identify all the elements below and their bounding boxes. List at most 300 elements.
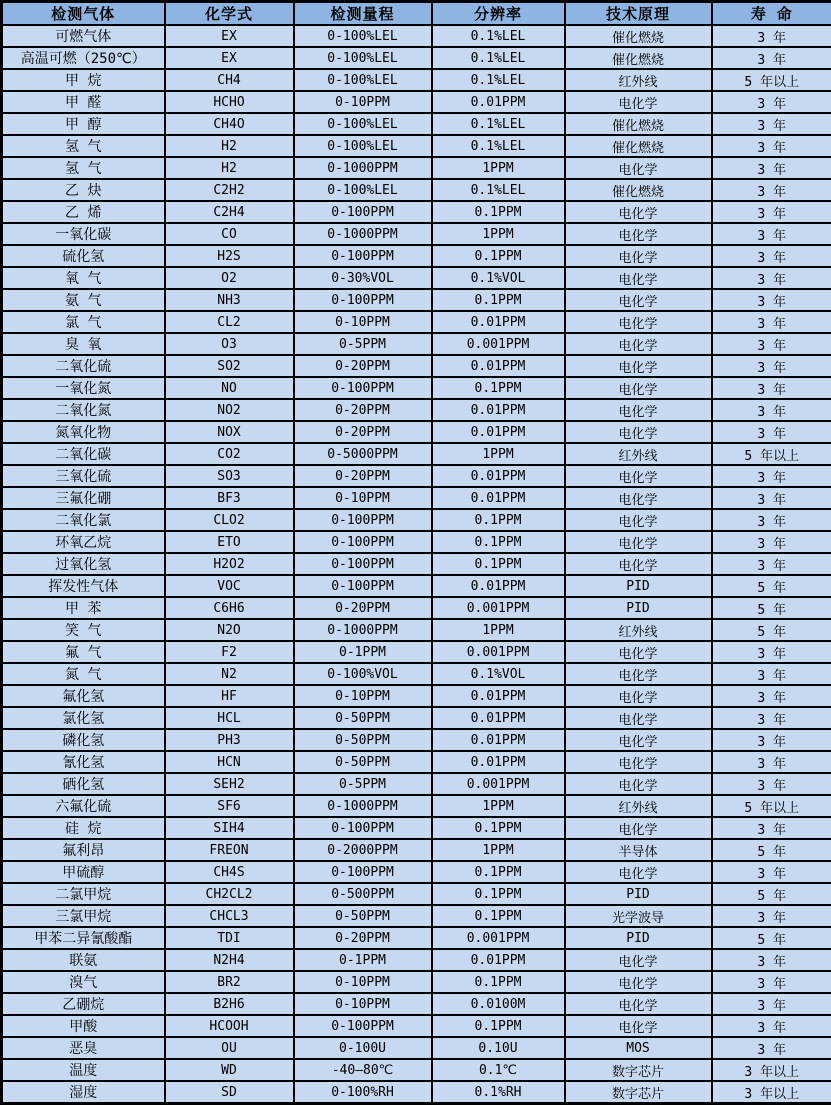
cell-lifespan: 3 年 <box>712 157 831 179</box>
cell-detection-range: 0-100%LEL <box>294 25 432 47</box>
cell-gas-name: 氟 气 <box>2 641 165 663</box>
cell-chemical-formula: HCL <box>165 707 294 729</box>
cell-resolution: 0.10U <box>432 1037 565 1059</box>
cell-gas-name: 环氧乙烷 <box>2 531 165 553</box>
table-row <box>2 751 831 773</box>
cell-technology: 催化燃烧 <box>565 113 712 135</box>
cell-chemical-formula: VOC <box>165 575 294 597</box>
cell-chemical-formula: C2H4 <box>165 201 294 223</box>
cell-gas-name: 甲酸 <box>2 1015 165 1037</box>
cell-detection-range: 0-100PPM <box>294 861 432 883</box>
cell-resolution: 0.01PPM <box>432 311 565 333</box>
cell-chemical-formula: SF6 <box>165 795 294 817</box>
table-row <box>2 883 831 905</box>
cell-chemical-formula: H2 <box>165 157 294 179</box>
cell-gas-name: 氟化氢 <box>2 685 165 707</box>
table-row <box>2 971 831 993</box>
cell-resolution: 0.01PPM <box>432 399 565 421</box>
cell-resolution: 0.1PPM <box>432 861 565 883</box>
cell-detection-range: 0-100%LEL <box>294 179 432 201</box>
cell-lifespan: 3 年 <box>712 421 831 443</box>
cell-detection-range: 0-20PPM <box>294 399 432 421</box>
cell-detection-range: 0-100PPM <box>294 289 432 311</box>
cell-gas-name: 氯化氢 <box>2 707 165 729</box>
cell-technology: 电化学 <box>565 773 712 795</box>
cell-technology: 红外线 <box>565 443 712 465</box>
table-row <box>2 663 831 685</box>
cell-lifespan: 5 年 <box>712 597 831 619</box>
cell-chemical-formula: B2H6 <box>165 993 294 1015</box>
cell-technology: 数字芯片 <box>565 1059 712 1081</box>
cell-technology: 电化学 <box>565 377 712 399</box>
cell-gas-name: 氢 气 <box>2 135 165 157</box>
header-detection-range: 检测量程 <box>294 2 432 26</box>
cell-technology: 电化学 <box>565 509 712 531</box>
cell-resolution: 0.1PPM <box>432 883 565 905</box>
cell-lifespan: 3 年以上 <box>712 1081 831 1104</box>
cell-technology: 电化学 <box>565 663 712 685</box>
cell-resolution: 1PPM <box>432 443 565 465</box>
table-body <box>2 25 831 1104</box>
cell-detection-range: 0-100PPM <box>294 575 432 597</box>
table-row <box>2 839 831 861</box>
cell-chemical-formula: BR2 <box>165 971 294 993</box>
cell-resolution: 1PPM <box>432 157 565 179</box>
header-chemical-formula: 化学式 <box>165 2 294 26</box>
cell-lifespan: 3 年 <box>712 399 831 421</box>
cell-technology: 电化学 <box>565 641 712 663</box>
cell-lifespan: 3 年 <box>712 773 831 795</box>
cell-resolution: 0.001PPM <box>432 927 565 949</box>
cell-technology: 电化学 <box>565 157 712 179</box>
cell-lifespan: 3 年 <box>712 91 831 113</box>
cell-chemical-formula: H2S <box>165 245 294 267</box>
cell-technology: 红外线 <box>565 795 712 817</box>
table-row <box>2 641 831 663</box>
header-gas-name: 检测气体 <box>2 2 165 26</box>
cell-resolution: 0.1%LEL <box>432 113 565 135</box>
table-row <box>2 1059 831 1081</box>
cell-chemical-formula: BF3 <box>165 487 294 509</box>
cell-gas-name: 硒化氢 <box>2 773 165 795</box>
cell-lifespan: 3 年 <box>712 223 831 245</box>
cell-resolution: 0.01PPM <box>432 355 565 377</box>
table-row <box>2 267 831 289</box>
cell-technology: 电化学 <box>565 201 712 223</box>
cell-gas-name: 乙 炔 <box>2 179 165 201</box>
cell-technology: 电化学 <box>565 1015 712 1037</box>
cell-detection-range: 0-50PPM <box>294 905 432 927</box>
cell-gas-name: 氨 气 <box>2 289 165 311</box>
cell-gas-name: 氟利昂 <box>2 839 165 861</box>
cell-gas-name: 高温可燃（250℃） <box>2 47 165 69</box>
cell-detection-range: 0-500PPM <box>294 883 432 905</box>
table-row <box>2 619 831 641</box>
cell-chemical-formula: SEH2 <box>165 773 294 795</box>
cell-chemical-formula: CLO2 <box>165 509 294 531</box>
cell-chemical-formula: HCOOH <box>165 1015 294 1037</box>
cell-resolution: 0.1PPM <box>432 245 565 267</box>
cell-chemical-formula: SO2 <box>165 355 294 377</box>
cell-resolution: 0.01PPM <box>432 751 565 773</box>
cell-technology: 电化学 <box>565 465 712 487</box>
cell-technology: PID <box>565 927 712 949</box>
cell-gas-name: 恶臭 <box>2 1037 165 1059</box>
cell-technology: 红外线 <box>565 619 712 641</box>
cell-gas-name: 甲 苯 <box>2 597 165 619</box>
cell-resolution: 0.001PPM <box>432 333 565 355</box>
cell-resolution: 0.1PPM <box>432 201 565 223</box>
cell-technology: 电化学 <box>565 861 712 883</box>
cell-chemical-formula: HF <box>165 685 294 707</box>
cell-detection-range: 0-10PPM <box>294 993 432 1015</box>
cell-lifespan: 3 年 <box>712 135 831 157</box>
cell-detection-range: 0-100%RH <box>294 1081 432 1104</box>
cell-gas-name: 一氧化碳 <box>2 223 165 245</box>
cell-detection-range: 0-100PPM <box>294 1015 432 1037</box>
cell-technology: 电化学 <box>565 311 712 333</box>
cell-resolution: 0.1PPM <box>432 905 565 927</box>
cell-detection-range: 0-10PPM <box>294 487 432 509</box>
table-row <box>2 597 831 619</box>
cell-technology: 电化学 <box>565 949 712 971</box>
cell-lifespan: 5 年以上 <box>712 795 831 817</box>
cell-gas-name: 笑 气 <box>2 619 165 641</box>
table-row <box>2 1037 831 1059</box>
cell-lifespan: 3 年 <box>712 861 831 883</box>
cell-chemical-formula: F2 <box>165 641 294 663</box>
cell-lifespan: 3 年 <box>712 553 831 575</box>
cell-detection-range: 0-1PPM <box>294 641 432 663</box>
table-row <box>2 179 831 201</box>
cell-resolution: 0.1%LEL <box>432 179 565 201</box>
cell-lifespan: 3 年 <box>712 1015 831 1037</box>
cell-technology: 电化学 <box>565 245 712 267</box>
cell-gas-name: 过氧化氢 <box>2 553 165 575</box>
cell-detection-range: 0-100PPM <box>294 553 432 575</box>
cell-chemical-formula: CL2 <box>165 311 294 333</box>
cell-resolution: 0.1PPM <box>432 553 565 575</box>
cell-technology: 电化学 <box>565 751 712 773</box>
cell-resolution: 0.01PPM <box>432 729 565 751</box>
table-row <box>2 333 831 355</box>
cell-detection-range: 0-2000PPM <box>294 839 432 861</box>
cell-detection-range: 0-20PPM <box>294 597 432 619</box>
cell-technology: 电化学 <box>565 707 712 729</box>
cell-resolution: 0.01PPM <box>432 707 565 729</box>
cell-chemical-formula: FREON <box>165 839 294 861</box>
cell-resolution: 1PPM <box>432 839 565 861</box>
cell-resolution: 0.01PPM <box>432 685 565 707</box>
cell-lifespan: 3 年 <box>712 311 831 333</box>
cell-resolution: 0.01PPM <box>432 949 565 971</box>
cell-gas-name: 二氧化碳 <box>2 443 165 465</box>
cell-detection-range: 0-100PPM <box>294 531 432 553</box>
cell-chemical-formula: O3 <box>165 333 294 355</box>
table-row <box>2 795 831 817</box>
cell-resolution: 0.1PPM <box>432 1015 565 1037</box>
cell-chemical-formula: O2 <box>165 267 294 289</box>
cell-chemical-formula: C6H6 <box>165 597 294 619</box>
cell-chemical-formula: N2O <box>165 619 294 641</box>
cell-gas-name: 二氯甲烷 <box>2 883 165 905</box>
cell-resolution: 0.1%LEL <box>432 25 565 47</box>
cell-chemical-formula: SIH4 <box>165 817 294 839</box>
cell-resolution: 0.1%VOL <box>432 267 565 289</box>
table-row <box>2 685 831 707</box>
cell-technology: 电化学 <box>565 993 712 1015</box>
cell-resolution: 0.1PPM <box>432 509 565 531</box>
cell-detection-range: -40—80℃ <box>294 1059 432 1081</box>
cell-detection-range: 0-5PPM <box>294 773 432 795</box>
cell-lifespan: 3 年 <box>712 531 831 553</box>
cell-resolution: 0.1PPM <box>432 817 565 839</box>
cell-lifespan: 3 年 <box>712 465 831 487</box>
cell-detection-range: 0-10PPM <box>294 685 432 707</box>
cell-gas-name: 甲 烷 <box>2 69 165 91</box>
cell-chemical-formula: EX <box>165 25 294 47</box>
cell-gas-name: 一氧化氮 <box>2 377 165 399</box>
cell-detection-range: 0-50PPM <box>294 707 432 729</box>
cell-gas-name: 氮 气 <box>2 663 165 685</box>
cell-chemical-formula: ETO <box>165 531 294 553</box>
cell-lifespan: 3 年以上 <box>712 1059 831 1081</box>
cell-lifespan: 3 年 <box>712 685 831 707</box>
cell-detection-range: 0-1000PPM <box>294 157 432 179</box>
cell-resolution: 0.001PPM <box>432 773 565 795</box>
table-row <box>2 245 831 267</box>
cell-lifespan: 3 年 <box>712 971 831 993</box>
cell-lifespan: 3 年 <box>712 949 831 971</box>
table-row <box>2 531 831 553</box>
cell-lifespan: 3 年 <box>712 47 831 69</box>
cell-detection-range: 0-10PPM <box>294 311 432 333</box>
cell-resolution: 0.001PPM <box>432 597 565 619</box>
cell-detection-range: 0-30%VOL <box>294 267 432 289</box>
cell-resolution: 0.1%LEL <box>432 47 565 69</box>
cell-lifespan: 3 年 <box>712 245 831 267</box>
cell-technology: 电化学 <box>565 267 712 289</box>
cell-detection-range: 0-100%VOL <box>294 663 432 685</box>
table-row <box>2 773 831 795</box>
cell-chemical-formula: CH2CL2 <box>165 883 294 905</box>
table-row <box>2 25 831 47</box>
table-row <box>2 113 831 135</box>
cell-detection-range: 0-50PPM <box>294 751 432 773</box>
cell-technology: 电化学 <box>565 685 712 707</box>
header-technology: 技术原理 <box>565 2 712 26</box>
cell-lifespan: 3 年 <box>712 487 831 509</box>
cell-lifespan: 3 年 <box>712 729 831 751</box>
cell-detection-range: 0-100PPM <box>294 377 432 399</box>
cell-detection-range: 0-10PPM <box>294 91 432 113</box>
cell-gas-name: 甲 醛 <box>2 91 165 113</box>
cell-detection-range: 0-1000PPM <box>294 795 432 817</box>
cell-technology: PID <box>565 883 712 905</box>
cell-chemical-formula: CH4 <box>165 69 294 91</box>
cell-chemical-formula: N2H4 <box>165 949 294 971</box>
cell-technology: 光学波导 <box>565 905 712 927</box>
cell-lifespan: 3 年 <box>712 509 831 531</box>
cell-technology: 催化燃烧 <box>565 47 712 69</box>
cell-lifespan: 3 年 <box>712 1037 831 1059</box>
cell-resolution: 0.1PPM <box>432 289 565 311</box>
cell-detection-range: 0-20PPM <box>294 421 432 443</box>
cell-chemical-formula: C2H2 <box>165 179 294 201</box>
table-row <box>2 135 831 157</box>
cell-resolution: 0.0100M <box>432 993 565 1015</box>
cell-detection-range: 0-100%LEL <box>294 69 432 91</box>
cell-lifespan: 5 年以上 <box>712 69 831 91</box>
cell-technology: 电化学 <box>565 487 712 509</box>
cell-chemical-formula: SD <box>165 1081 294 1104</box>
cell-detection-range: 0-100PPM <box>294 201 432 223</box>
header-resolution: 分辨率 <box>432 2 565 26</box>
cell-technology: MOS <box>565 1037 712 1059</box>
cell-gas-name: 乙 烯 <box>2 201 165 223</box>
cell-lifespan: 3 年 <box>712 267 831 289</box>
cell-resolution: 0.1PPM <box>432 377 565 399</box>
table-row <box>2 289 831 311</box>
cell-detection-range: 0-10PPM <box>294 971 432 993</box>
cell-gas-name: 氮氧化物 <box>2 421 165 443</box>
cell-technology: 电化学 <box>565 971 712 993</box>
cell-gas-name: 氰化氢 <box>2 751 165 773</box>
cell-gas-name: 联氨 <box>2 949 165 971</box>
cell-lifespan: 5 年以上 <box>712 443 831 465</box>
cell-gas-name: 甲硫醇 <box>2 861 165 883</box>
cell-gas-name: 氯 气 <box>2 311 165 333</box>
cell-detection-range: 0-1PPM <box>294 949 432 971</box>
table-row <box>2 817 831 839</box>
cell-lifespan: 3 年 <box>712 201 831 223</box>
cell-technology: 电化学 <box>565 553 712 575</box>
cell-technology: 半导体 <box>565 839 712 861</box>
cell-gas-name: 三氯甲烷 <box>2 905 165 927</box>
cell-chemical-formula: HCN <box>165 751 294 773</box>
cell-lifespan: 3 年 <box>712 641 831 663</box>
cell-gas-name: 可燃气体 <box>2 25 165 47</box>
cell-detection-range: 0-100PPM <box>294 817 432 839</box>
cell-technology: 电化学 <box>565 91 712 113</box>
cell-lifespan: 5 年 <box>712 927 831 949</box>
cell-resolution: 0.01PPM <box>432 465 565 487</box>
cell-technology: 电化学 <box>565 531 712 553</box>
cell-technology: 电化学 <box>565 817 712 839</box>
cell-resolution: 0.01PPM <box>432 487 565 509</box>
cell-lifespan: 3 年 <box>712 751 831 773</box>
cell-resolution: 1PPM <box>432 619 565 641</box>
cell-resolution: 0.1%VOL <box>432 663 565 685</box>
cell-gas-name: 臭 氧 <box>2 333 165 355</box>
cell-technology: 催化燃烧 <box>565 135 712 157</box>
cell-technology: 电化学 <box>565 333 712 355</box>
cell-detection-range: 0-20PPM <box>294 465 432 487</box>
cell-lifespan: 3 年 <box>712 817 831 839</box>
header-lifespan: 寿 命 <box>712 2 831 26</box>
cell-technology: 催化燃烧 <box>565 179 712 201</box>
cell-gas-name: 三氧化硫 <box>2 465 165 487</box>
cell-resolution: 0.1℃ <box>432 1059 565 1081</box>
cell-resolution: 0.01PPM <box>432 91 565 113</box>
cell-gas-name: 磷化氢 <box>2 729 165 751</box>
cell-chemical-formula: CH4O <box>165 113 294 135</box>
table-row <box>2 927 831 949</box>
table-row <box>2 311 831 333</box>
table-row <box>2 201 831 223</box>
cell-technology: 电化学 <box>565 355 712 377</box>
cell-chemical-formula: OU <box>165 1037 294 1059</box>
table-row <box>2 421 831 443</box>
cell-gas-name: 三氟化硼 <box>2 487 165 509</box>
cell-detection-range: 0-100U <box>294 1037 432 1059</box>
table-row <box>2 905 831 927</box>
cell-gas-name: 温度 <box>2 1059 165 1081</box>
table-row <box>2 487 831 509</box>
cell-lifespan: 3 年 <box>712 905 831 927</box>
cell-resolution: 0.1%LEL <box>432 69 565 91</box>
cell-resolution: 0.001PPM <box>432 641 565 663</box>
table-row <box>2 553 831 575</box>
cell-chemical-formula: SO3 <box>165 465 294 487</box>
cell-chemical-formula: HCHO <box>165 91 294 113</box>
cell-gas-name: 氧 气 <box>2 267 165 289</box>
header-row <box>2 2 831 26</box>
cell-gas-name: 甲 醇 <box>2 113 165 135</box>
cell-detection-range: 0-100PPM <box>294 509 432 531</box>
cell-resolution: 1PPM <box>432 223 565 245</box>
table-row <box>2 993 831 1015</box>
cell-technology: PID <box>565 597 712 619</box>
table-row <box>2 377 831 399</box>
cell-lifespan: 3 年 <box>712 707 831 729</box>
table-row <box>2 355 831 377</box>
cell-detection-range: 0-5000PPM <box>294 443 432 465</box>
table-row <box>2 443 831 465</box>
cell-lifespan: 3 年 <box>712 25 831 47</box>
cell-resolution: 0.01PPM <box>432 575 565 597</box>
cell-detection-range: 0-100%LEL <box>294 135 432 157</box>
cell-lifespan: 5 年 <box>712 839 831 861</box>
table-row <box>2 223 831 245</box>
table-row <box>2 47 831 69</box>
cell-lifespan: 3 年 <box>712 179 831 201</box>
cell-technology: 电化学 <box>565 421 712 443</box>
cell-gas-name: 甲苯二异氰酸酯 <box>2 927 165 949</box>
cell-detection-range: 0-1000PPM <box>294 619 432 641</box>
cell-technology: 电化学 <box>565 729 712 751</box>
cell-detection-range: 0-100PPM <box>294 245 432 267</box>
cell-detection-range: 0-50PPM <box>294 729 432 751</box>
cell-resolution: 0.1%LEL <box>432 135 565 157</box>
table-row <box>2 575 831 597</box>
table-row <box>2 707 831 729</box>
cell-lifespan: 3 年 <box>712 993 831 1015</box>
cell-detection-range: 0-1000PPM <box>294 223 432 245</box>
table-row <box>2 861 831 883</box>
cell-technology: 数字芯片 <box>565 1081 712 1104</box>
table-row <box>2 91 831 113</box>
cell-detection-range: 0-100%LEL <box>294 47 432 69</box>
cell-resolution: 0.01PPM <box>432 421 565 443</box>
cell-detection-range: 0-20PPM <box>294 927 432 949</box>
cell-technology: 电化学 <box>565 289 712 311</box>
table-row <box>2 729 831 751</box>
cell-gas-name: 乙硼烷 <box>2 993 165 1015</box>
table-row <box>2 509 831 531</box>
table-row <box>2 69 831 91</box>
cell-lifespan: 5 年 <box>712 619 831 641</box>
